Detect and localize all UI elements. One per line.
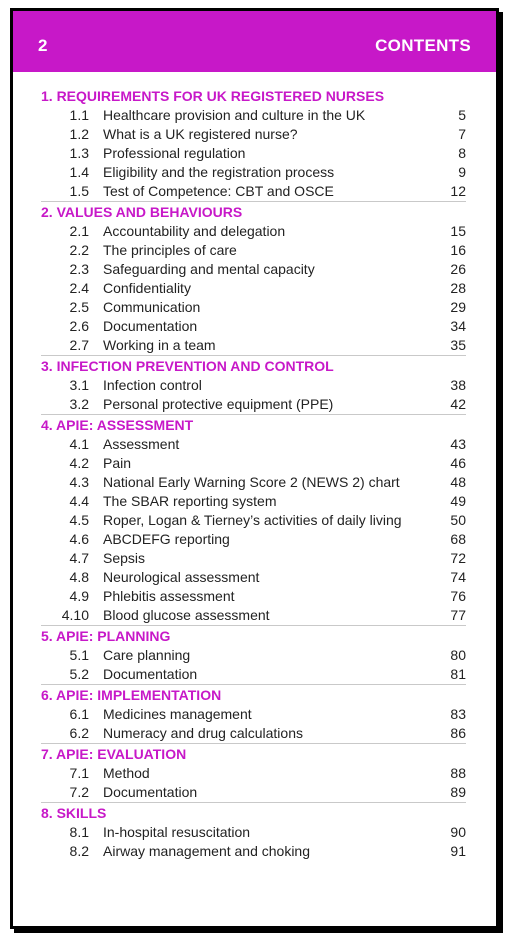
entry-number: 2.2 xyxy=(69,242,89,258)
entry-page-number: 28 xyxy=(450,280,466,296)
section-heading[interactable]: 1. REQUIREMENTS FOR UK REGISTERED NURSES xyxy=(41,88,385,104)
entry-page-number: 89 xyxy=(450,784,466,800)
entry-title: Healthcare provision and culture in the UK xyxy=(103,107,366,123)
entry-number: 2.3 xyxy=(69,261,89,277)
section-heading[interactable]: 2. VALUES AND BEHAVIOURS xyxy=(41,204,243,220)
table-of-contents xyxy=(13,86,496,861)
entry-page-number: 91 xyxy=(450,843,466,859)
toc-entry[interactable] xyxy=(41,511,466,530)
entry-number: 6.2 xyxy=(69,725,89,741)
toc-entry[interactable] xyxy=(41,823,466,842)
toc-entry[interactable] xyxy=(41,241,466,260)
entry-page-number: 90 xyxy=(450,824,466,840)
entry-page-number: 74 xyxy=(450,569,466,585)
entry-number: 2.7 xyxy=(69,337,89,353)
entry-title: Phlebitis assessment xyxy=(103,588,235,604)
entry-page-number: 77 xyxy=(450,607,466,623)
entry-page-number: 46 xyxy=(450,455,466,471)
entry-title: Numeracy and drug calculations xyxy=(103,725,303,741)
entry-number: 3.1 xyxy=(69,377,89,393)
entry-page-number: 88 xyxy=(450,765,466,781)
toc-entry[interactable] xyxy=(41,260,466,279)
toc-section xyxy=(41,743,466,802)
toc-entry[interactable] xyxy=(41,587,466,606)
entry-title: Confidentiality xyxy=(103,280,191,296)
toc-entry[interactable] xyxy=(41,606,466,625)
toc-entry[interactable] xyxy=(41,568,466,587)
entry-page-number: 81 xyxy=(450,666,466,682)
entry-number: 4.4 xyxy=(69,493,89,509)
entry-number: 4.3 xyxy=(69,474,89,490)
entry-page-number: 42 xyxy=(450,396,466,412)
toc-entry[interactable] xyxy=(41,705,466,724)
entry-title: In-hospital resuscitation xyxy=(103,824,251,840)
entry-number: 4.7 xyxy=(69,550,89,566)
entry-title: Safeguarding and mental capacity xyxy=(103,261,315,277)
toc-entry[interactable] xyxy=(41,646,466,665)
toc-entry[interactable] xyxy=(41,435,466,454)
entry-page-number: 43 xyxy=(450,436,466,452)
entry-number: 4.2 xyxy=(69,455,89,471)
entry-title: Accountability and delegation xyxy=(103,223,286,239)
entry-number: 7.1 xyxy=(69,765,89,781)
toc-entry[interactable] xyxy=(41,492,466,511)
entry-page-number: 9 xyxy=(458,164,466,180)
entry-title: Test of Competence: CBT and OSCE xyxy=(103,183,334,199)
entry-page-number: 80 xyxy=(450,647,466,663)
entry-page-number: 83 xyxy=(450,706,466,722)
page-frame xyxy=(10,8,499,929)
entry-number: 8.2 xyxy=(69,843,89,859)
entry-title: Documentation xyxy=(103,318,198,334)
entry-number: 7.2 xyxy=(69,784,89,800)
section-heading[interactable]: 8. SKILLS xyxy=(41,805,107,821)
entry-title: Assessment xyxy=(103,436,180,452)
entry-page-number: 26 xyxy=(450,261,466,277)
toc-section xyxy=(41,86,466,201)
toc-entry[interactable] xyxy=(41,454,466,473)
entry-title: Neurological assessment xyxy=(103,569,260,585)
entry-page-number: 49 xyxy=(450,493,466,509)
entry-number: 2.1 xyxy=(69,223,89,239)
toc-entry[interactable] xyxy=(41,279,466,298)
toc-entry[interactable] xyxy=(41,549,466,568)
entry-title: Method xyxy=(103,765,150,781)
entry-title: Pain xyxy=(103,455,132,471)
toc-section xyxy=(41,802,466,861)
toc-entry[interactable] xyxy=(41,298,466,317)
entry-title: Eligibility and the registration process xyxy=(103,164,335,180)
entry-title: Personal protective equipment (PPE) xyxy=(103,396,334,412)
toc-entry[interactable] xyxy=(41,473,466,492)
entry-page-number: 35 xyxy=(450,337,466,353)
entry-page-number: 34 xyxy=(450,318,466,334)
page-title: CONTENTS xyxy=(375,35,471,55)
entry-number: 1.3 xyxy=(69,145,89,161)
toc-entry[interactable] xyxy=(41,395,466,414)
entry-page-number: 48 xyxy=(450,474,466,490)
toc-entry[interactable] xyxy=(41,783,466,802)
section-heading[interactable]: 6. APIE: IMPLEMENTATION xyxy=(41,687,222,703)
entry-title: The SBAR reporting system xyxy=(103,493,277,509)
entry-number: 4.10 xyxy=(61,607,89,623)
entry-title: Communication xyxy=(103,299,201,315)
toc-section xyxy=(41,355,466,414)
entry-number: 1.2 xyxy=(69,126,89,142)
entry-number: 4.9 xyxy=(69,588,89,604)
toc-section xyxy=(41,414,466,625)
toc-entry[interactable] xyxy=(41,764,466,783)
toc-section xyxy=(41,625,466,684)
entry-number: 4.5 xyxy=(69,512,89,528)
entry-number: 2.6 xyxy=(69,318,89,334)
toc-section xyxy=(41,684,466,743)
entry-number: 1.4 xyxy=(69,164,89,180)
entry-page-number: 15 xyxy=(450,223,466,239)
entry-page-number: 72 xyxy=(450,550,466,566)
entry-title: Roper, Logan & Tierney’s activities of daily living xyxy=(103,512,402,528)
entry-number: 8.1 xyxy=(69,824,89,840)
entry-title: Documentation xyxy=(103,666,198,682)
entry-page-number: 7 xyxy=(458,126,466,142)
toc-entry[interactable] xyxy=(41,665,466,684)
entry-number: 2.4 xyxy=(69,280,89,296)
section-heading[interactable]: 3. INFECTION PREVENTION AND CONTROL xyxy=(41,358,334,374)
entry-number: 1.1 xyxy=(69,107,89,123)
entry-title: Professional regulation xyxy=(103,145,246,161)
toc-section xyxy=(41,201,466,355)
entry-number: 3.2 xyxy=(69,396,89,412)
entry-number: 4.8 xyxy=(69,569,89,585)
entry-title: ABCDEFG reporting xyxy=(103,531,230,547)
entry-number: 4.6 xyxy=(69,531,89,547)
toc-entry[interactable] xyxy=(41,163,466,182)
entry-number: 5.1 xyxy=(69,647,89,663)
entry-title: Care planning xyxy=(103,647,191,663)
toc-entry[interactable] xyxy=(41,336,466,355)
entry-title: The principles of care xyxy=(103,242,237,258)
toc-entry[interactable] xyxy=(41,317,466,336)
entry-title: Sepsis xyxy=(103,550,146,566)
section-heading[interactable]: 7. APIE: EVALUATION xyxy=(41,746,187,762)
entry-number: 6.1 xyxy=(69,706,89,722)
toc-entry[interactable] xyxy=(41,376,466,395)
entry-page-number: 76 xyxy=(450,588,466,604)
entry-page-number: 68 xyxy=(450,531,466,547)
toc-entry[interactable] xyxy=(41,182,466,201)
toc-entry[interactable] xyxy=(41,106,466,125)
entry-title: Airway management and choking xyxy=(103,843,311,859)
toc-entry[interactable] xyxy=(41,125,466,144)
page-number: 2 xyxy=(38,35,48,55)
entry-number: 2.5 xyxy=(69,299,89,315)
toc-entry[interactable] xyxy=(41,222,466,241)
entry-page-number: 38 xyxy=(450,377,466,393)
toc-entry[interactable] xyxy=(41,530,466,549)
entry-title: Working in a team xyxy=(103,337,216,353)
entry-title: Infection control xyxy=(103,377,202,393)
entry-number: 1.5 xyxy=(69,183,89,199)
entry-title: What is a UK registered nurse? xyxy=(103,126,298,142)
entry-page-number: 8 xyxy=(458,145,466,161)
section-heading[interactable]: 4. APIE: ASSESSMENT xyxy=(41,417,194,433)
header-bar xyxy=(13,11,496,72)
entry-page-number: 50 xyxy=(450,512,466,528)
toc-entry[interactable] xyxy=(41,724,466,743)
entry-page-number: 86 xyxy=(450,725,466,741)
entry-title: Medicines management xyxy=(103,706,252,722)
section-heading[interactable]: 5. APIE: PLANNING xyxy=(41,628,171,644)
entry-title: Blood glucose assessment xyxy=(103,607,270,623)
entry-page-number: 29 xyxy=(450,299,466,315)
entry-number: 4.1 xyxy=(69,436,89,452)
toc-entry[interactable] xyxy=(41,144,466,163)
toc-entry[interactable] xyxy=(41,842,466,861)
entry-page-number: 16 xyxy=(450,242,466,258)
entry-title: National Early Warning Score 2 (NEWS 2) chart xyxy=(103,474,400,490)
entry-page-number: 12 xyxy=(450,183,466,199)
entry-title: Documentation xyxy=(103,784,198,800)
entry-page-number: 5 xyxy=(458,107,466,123)
entry-number: 5.2 xyxy=(69,666,89,682)
